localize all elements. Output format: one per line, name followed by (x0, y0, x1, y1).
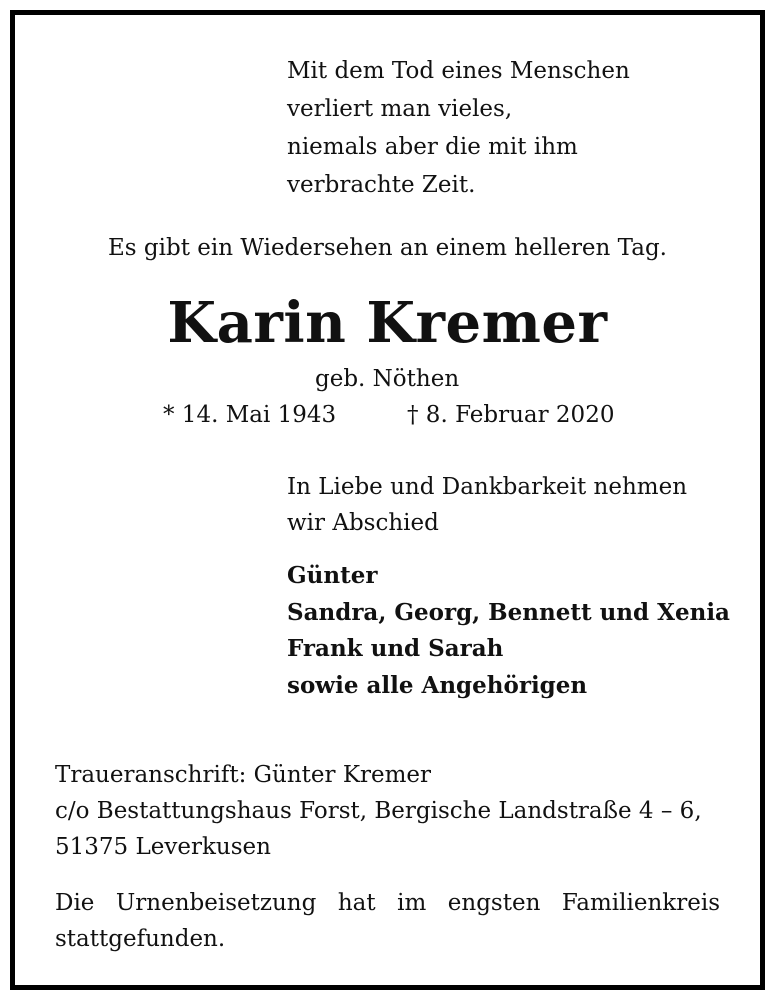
poem-line: verbrachte Zeit. (287, 172, 476, 198)
birth-date: * 14. Mai 1943 (163, 402, 337, 428)
mourner: Sandra, Georg, Bennett und Xenia (287, 598, 730, 626)
burial-note: Die Urnenbeisetzung hat im engsten Familienkreis stattgefunden. (55, 890, 720, 952)
mourners-list (287, 558, 730, 704)
birth-name: geb. Nöthen (315, 366, 460, 392)
farewell-text (287, 469, 687, 541)
poem-line: Mit dem Tod eines Menschen (287, 58, 630, 84)
mourning-address (55, 757, 702, 865)
poem (287, 52, 630, 204)
deceased-name: Karin Kremer (167, 290, 608, 356)
mourner: Frank und Sarah (287, 635, 504, 662)
mourner: Günter (287, 562, 378, 589)
address-line: c/o Bestattungshaus Forst, Bergische Landstraße 4 – 6, (55, 798, 702, 824)
death-date: † 8. Februar 2020 (407, 402, 615, 428)
mourner: sowie alle Angehörigen (287, 671, 588, 699)
address-line: Traueranschrift: Günter Kremer (55, 762, 432, 788)
address-line: 51375 Leverkusen (55, 834, 271, 860)
motto: Es gibt ein Wiedersehen an einem helleren Tag. (108, 235, 667, 261)
farewell-line: In Liebe und Dankbarkeit nehmen (287, 474, 688, 500)
farewell-line: wir Abschied (287, 510, 439, 536)
poem-line: verliert man vieles, (287, 96, 513, 122)
poem-line: niemals aber die mit ihm (287, 134, 578, 160)
